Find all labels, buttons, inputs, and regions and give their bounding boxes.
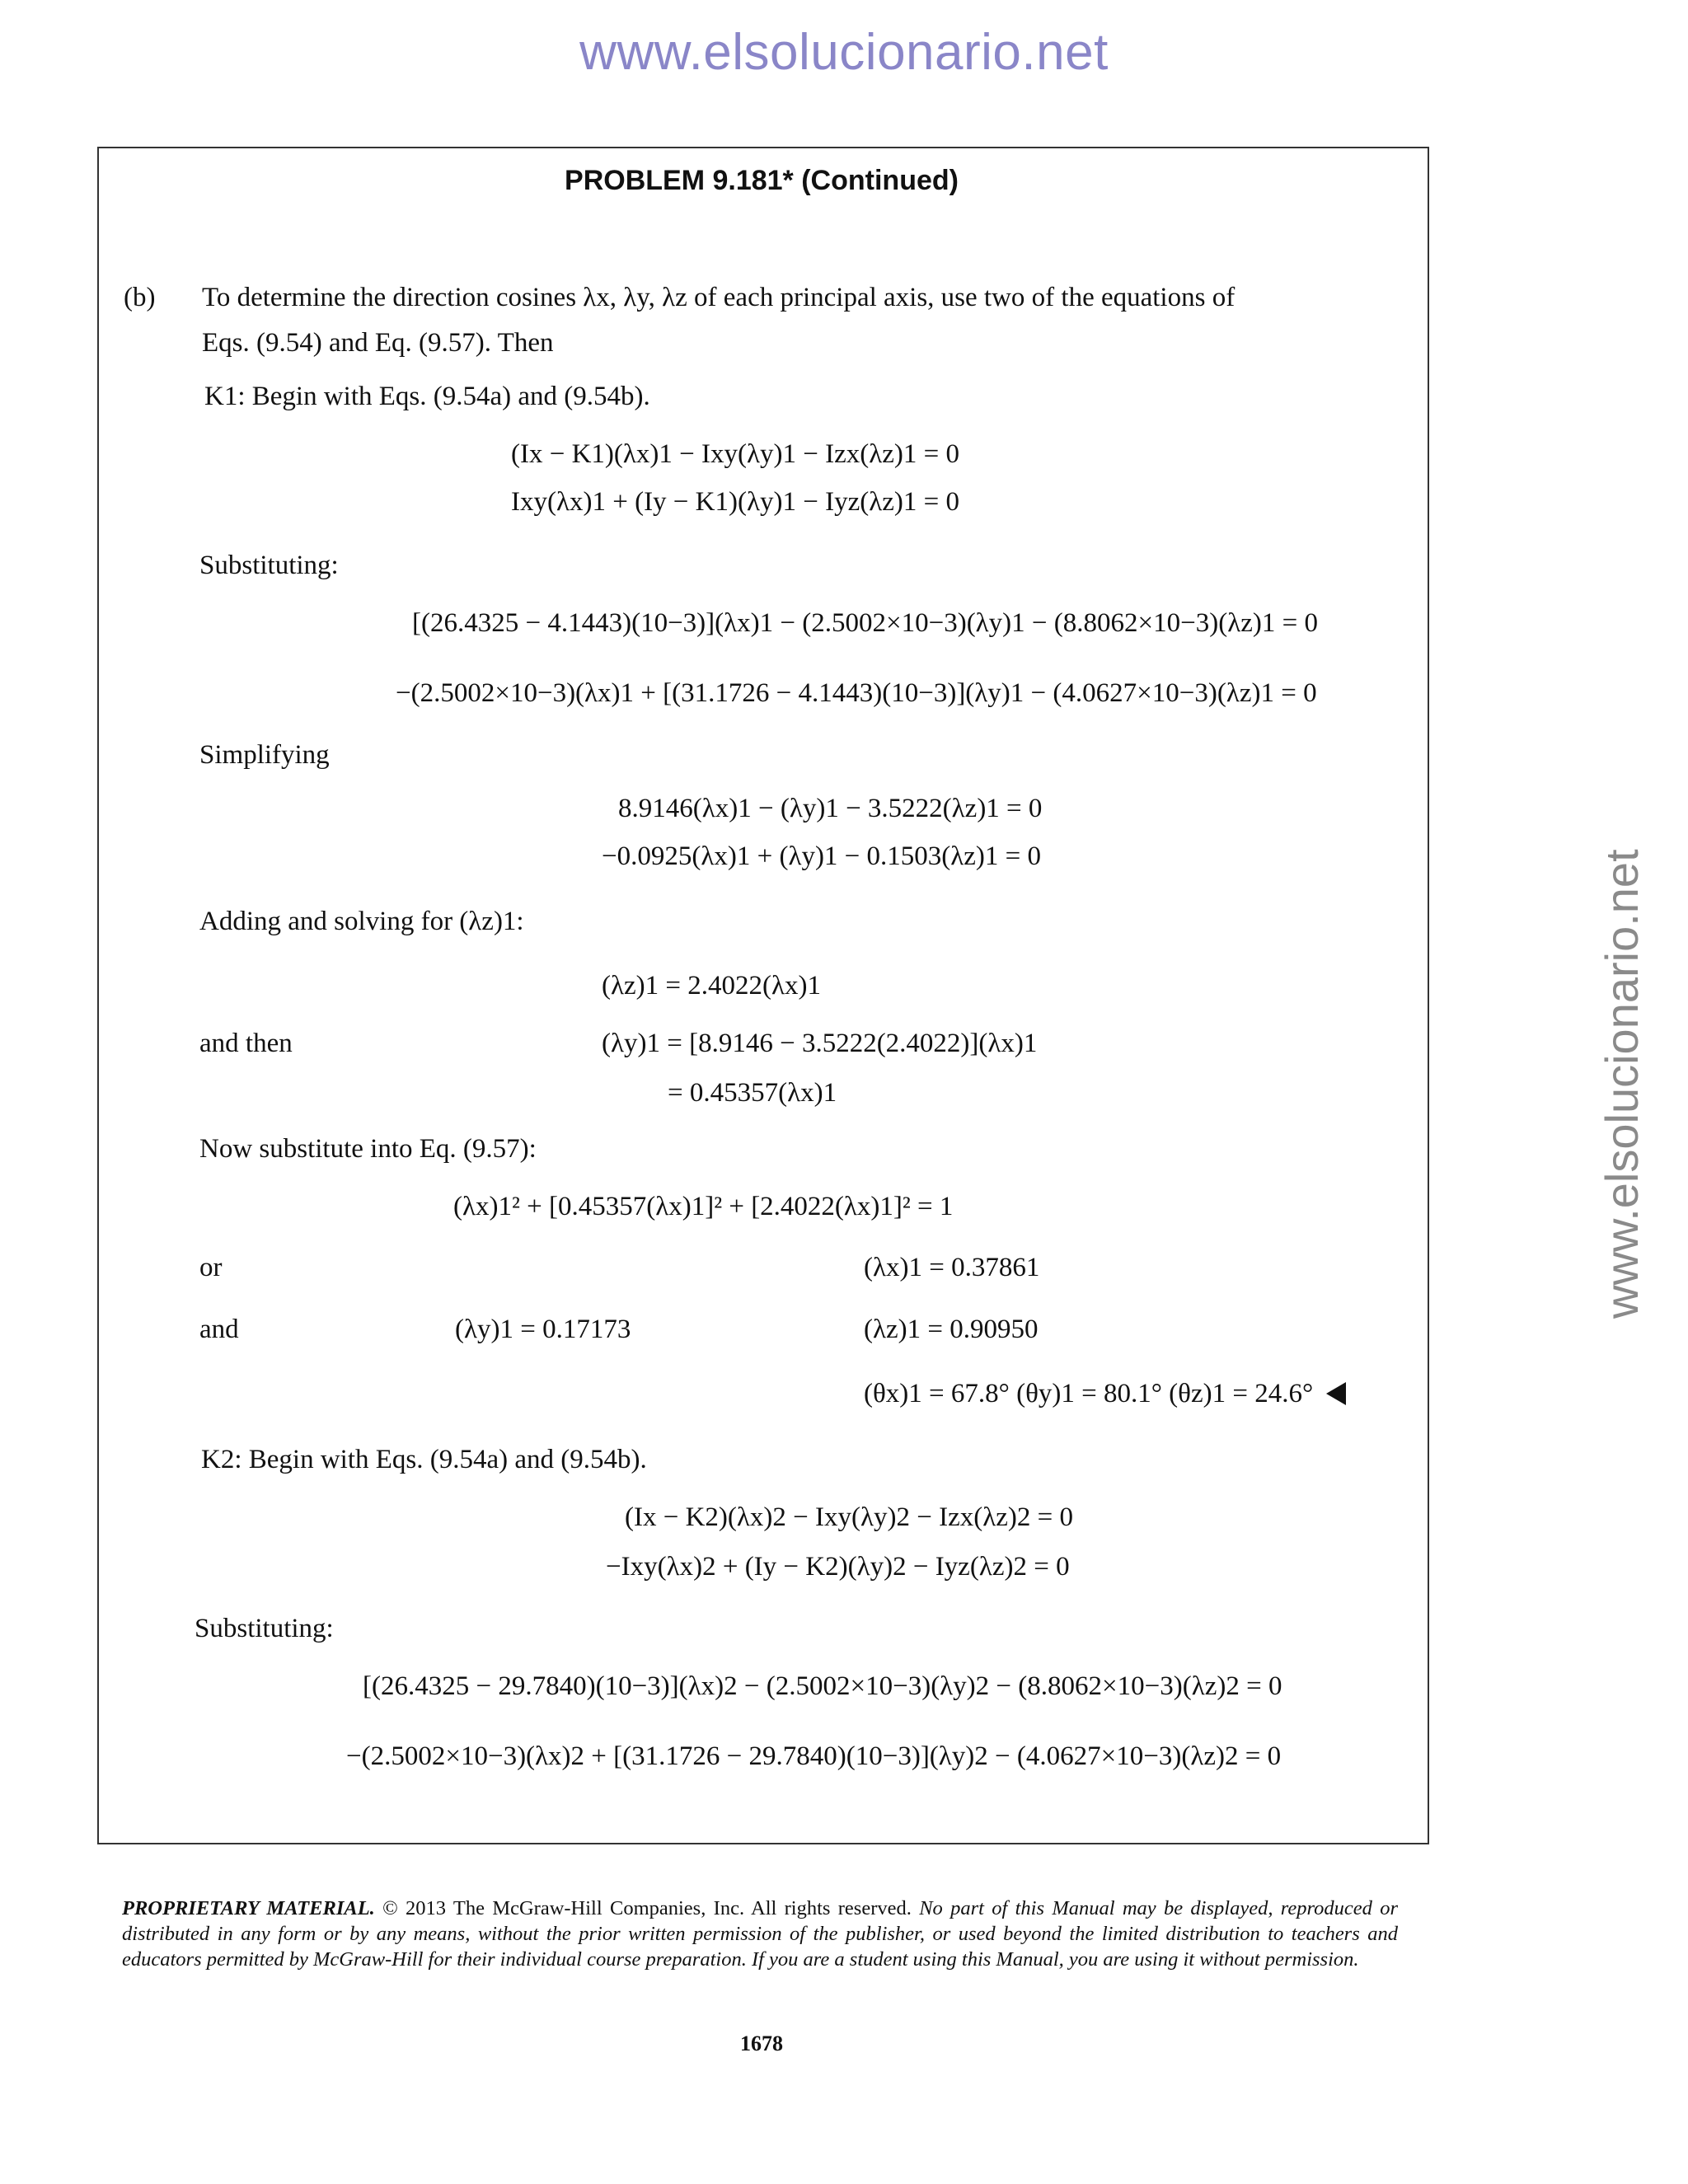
principal-angles-1: [864, 1380, 1346, 1408]
or-label: or: [199, 1253, 223, 1282]
k2-equation-2: −Ixy(λx)2 + (Iy − K2)(λy)2 − Iyz(λz)2 = 0: [606, 1552, 1070, 1582]
copyright-notice-plain: © 2013 The McGraw-Hill Companies, Inc. All rights reserved.: [374, 1897, 920, 1919]
substitute-label: Now substitute into Eq. (9.57):: [199, 1134, 537, 1164]
watermark-side[interactable]: [1595, 824, 1653, 1319]
simplified-equation-2: −0.0925(λx)1 + (λy)1 − 0.1503(λz)1 = 0: [602, 841, 1042, 871]
lambda-y1-result: = 0.45357(λx)1: [668, 1078, 837, 1108]
watermark-top[interactable]: www.elsolucionario.net: [579, 24, 1109, 81]
substitution-1-equation-2: −(2.5002×10−3)(λx)1 + [(31.1726 − 4.1443)(10−3)](λy)1 − (4.0627×10−3)(λz)1 = 0: [396, 678, 1317, 708]
copyright-notice: [122, 1896, 1398, 1972]
adding-solving-label: Adding and solving for (λz)1:: [199, 907, 524, 936]
substituting-label-1: Substituting:: [199, 551, 339, 580]
part-label: (b): [124, 283, 156, 312]
page-number: 1678: [740, 2032, 783, 2055]
intro-line-2: Eqs. (9.54) and Eq. (9.57). Then: [202, 328, 554, 358]
substituting-label-2: Substituting:: [195, 1614, 334, 1643]
k1-equation-2: Ixy(λx)1 + (Iy − K1)(λy)1 − Iyz(λz)1 = 0: [511, 487, 959, 517]
intro-line-1: To determine the direction cosines λx, λy, λz of each principal axis, use two of the equations of: [202, 283, 1236, 312]
k2-equation-1: (Ix − K2)(λx)2 − Ixy(λy)2 − Izx(λz)2 = 0: [625, 1502, 1073, 1532]
k1-equation-1: (Ix − K1)(λx)1 − Ixy(λy)1 − Izx(λz)1 = 0: [511, 439, 959, 469]
lambda-x1-value: (λx)1 = 0.37861: [864, 1253, 1040, 1282]
substitution-2-equation-2: −(2.5002×10−3)(λx)2 + [(31.1726 − 29.7840)(10−3)](λy)2 − (4.0627×10−3)(λz)2 = 0: [346, 1741, 1282, 1771]
simplified-equation-1: 8.9146(λx)1 − (λy)1 − 3.5222(λz)1 = 0: [618, 794, 1043, 823]
copyright-notice-bold: PROPRIETARY MATERIAL.: [122, 1897, 375, 1919]
copyright-notice-italic: No part of this Manual may be displayed, reproduced or distributed in any form or by any means, without the prior written permission of the publisher, or used beyond the limited distribution to teachers and educators permitted by McGraw-Hill for their individual course preparation. If you are a student using this Manual, you are using it without permission.: [122, 1897, 1398, 1971]
lambda-y1-expression: (λy)1 = [8.9146 − 3.5222(2.4022)](λx)1: [602, 1029, 1038, 1058]
k2-heading: K2: Begin with Eqs. (9.54a) and (9.54b).: [201, 1445, 647, 1474]
substitution-2-equation-1: [(26.4325 − 29.7840)(10−3)](λx)2 − (2.5002×10−3)(λy)2 − (8.8062×10−3)(λz)2 = 0: [363, 1671, 1282, 1701]
and-label: and: [199, 1315, 239, 1344]
watermark-side-text: www.elsolucionario.net: [1596, 849, 1648, 1319]
normalization-equation: (λx)1² + [0.45357(λx)1]² + [2.4022(λx)1]² = 1: [453, 1192, 954, 1221]
answer-marker-icon: [1326, 1382, 1346, 1405]
lambda-z1-expression: (λz)1 = 2.4022(λx)1: [602, 971, 821, 1001]
and-then-label: and then: [199, 1029, 293, 1058]
lambda-y1-value: (λy)1 = 0.17173: [455, 1315, 631, 1344]
simplifying-label: Simplifying: [199, 740, 330, 770]
principal-angles-1-text: (θx)1 = 67.8° (θy)1 = 80.1° (θz)1 = 24.6°: [864, 1379, 1314, 1408]
problem-title: PROBLEM 9.181* (Continued): [565, 165, 959, 196]
lambda-z1-value: (λz)1 = 0.90950: [864, 1315, 1039, 1344]
substitution-1-equation-1: [(26.4325 − 4.1443)(10−3)](λx)1 − (2.5002×10−3)(λy)1 − (8.8062×10−3)(λz)1 = 0: [412, 608, 1318, 638]
k1-heading: K1: Begin with Eqs. (9.54a) and (9.54b).: [204, 382, 650, 411]
